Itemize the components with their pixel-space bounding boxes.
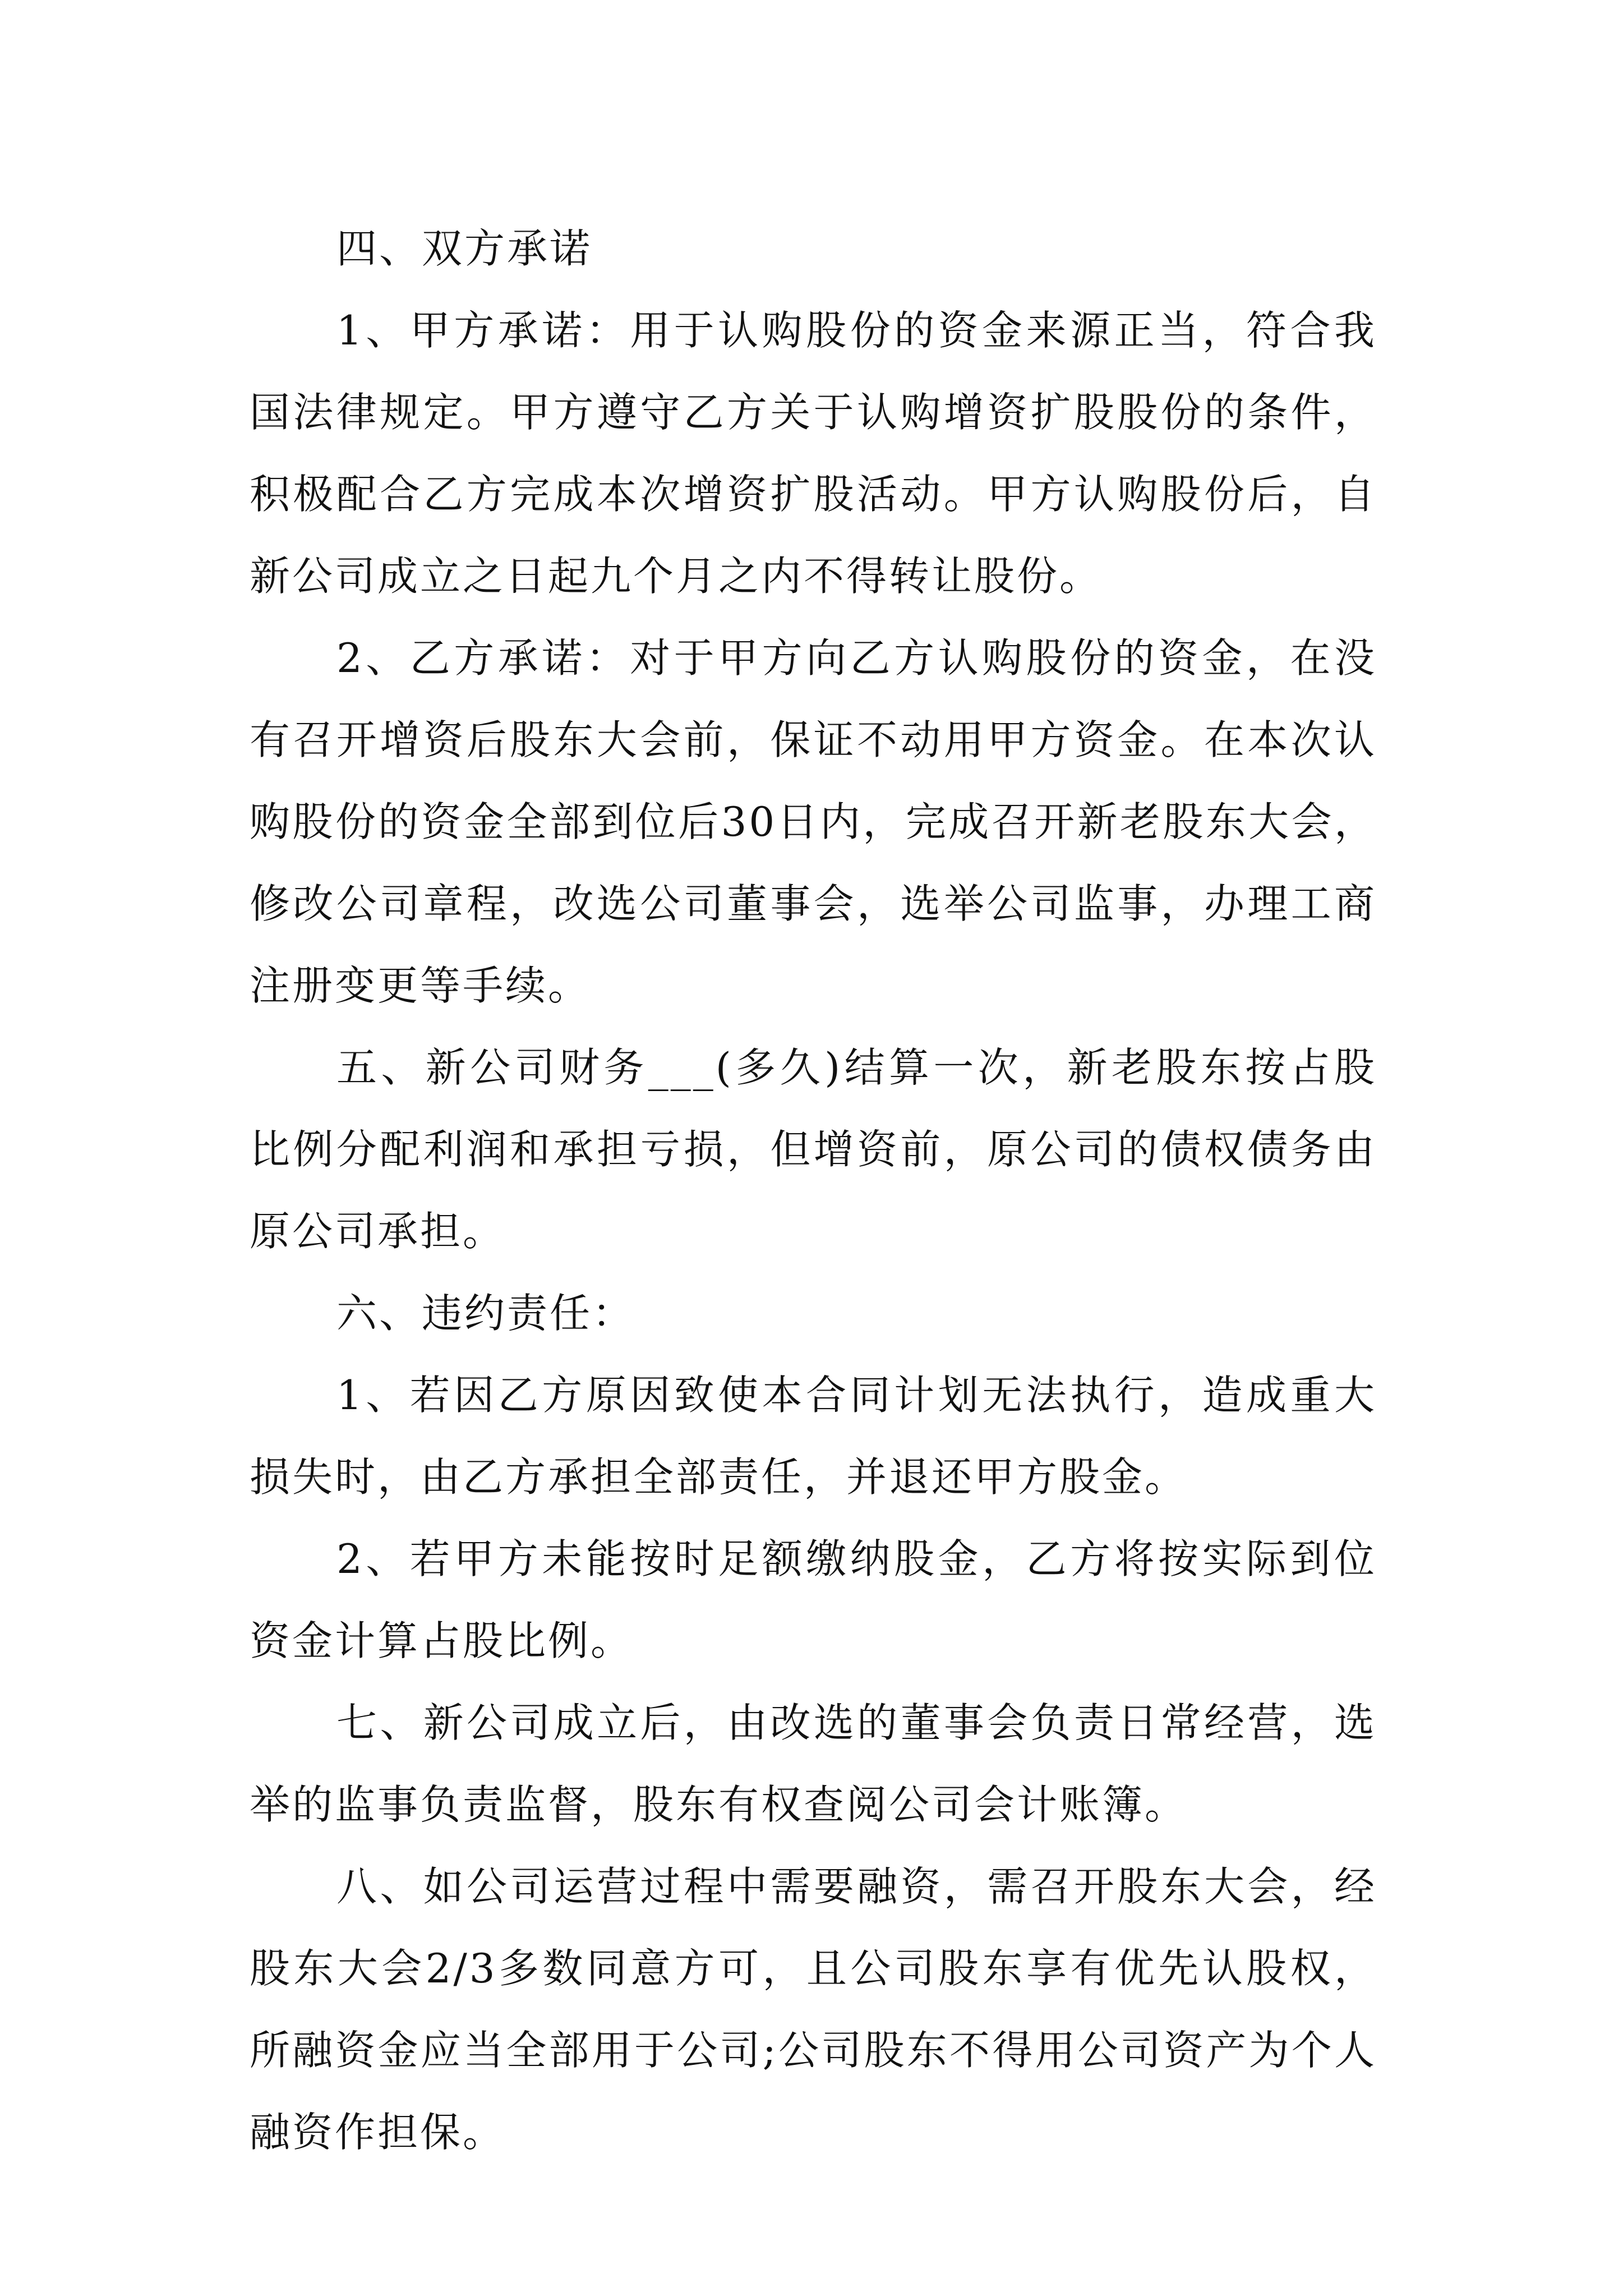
section-heading-commitments: 四、双方承诺 [336, 225, 593, 272]
clause-financing: 八、如公司运营过程中需要融资，需召开股东大会，经股东大会2/3多数同意方可，且公司股东享有优先认股权，所融资金应当全部用于公司;公司股东不得用公司资产为个人融资作担保。 [250, 1863, 1377, 2156]
commitment-party-b: 2、乙方承诺：对于甲方向乙方认购股份的资金，在没有召开增资后股东大会前，保证不动用甲方资金。在本次认购股份的资金全部到位后30日内，完成召开新老股东大会，修改公司章程，改选公司董事会，选举公司监事，办理工商注册变更等手续。 [250, 634, 1377, 1009]
clause-governance: 七、新公司成立后，由改选的董事会负责日常经营，选举的监事负责监督，股东有权查阅公司会计账簿。 [250, 1699, 1377, 1828]
commitment-party-a: 1、甲方承诺：用于认购股份的资金来源正当，符合我国法律规定。甲方遵守乙方关于认购增资扩股股份的条件，积极配合乙方完成本次增资扩股活动。甲方认购股份后，自新公司成立之日起九个月之内不得转让股份。 [250, 307, 1377, 600]
document-body [250, 208, 1377, 2173]
liability-party-b: 1、若因乙方原因致使本合同计划无法执行，造成重大损失时，由乙方承担全部责任，并退还甲方股金。 [250, 1372, 1377, 1501]
clause-financial-settlement: 五、新公司财务___(多久)结算一次，新老股东按占股比例分配利润和承担亏损，但增资前，原公司的债权债务由原公司承担。 [250, 1044, 1377, 1255]
section-heading-liability: 六、违约责任： [336, 1290, 635, 1337]
liability-party-a: 2、若甲方未能按时足额缴纳股金，乙方将按实际到位资金计算占股比例。 [250, 1535, 1377, 1664]
